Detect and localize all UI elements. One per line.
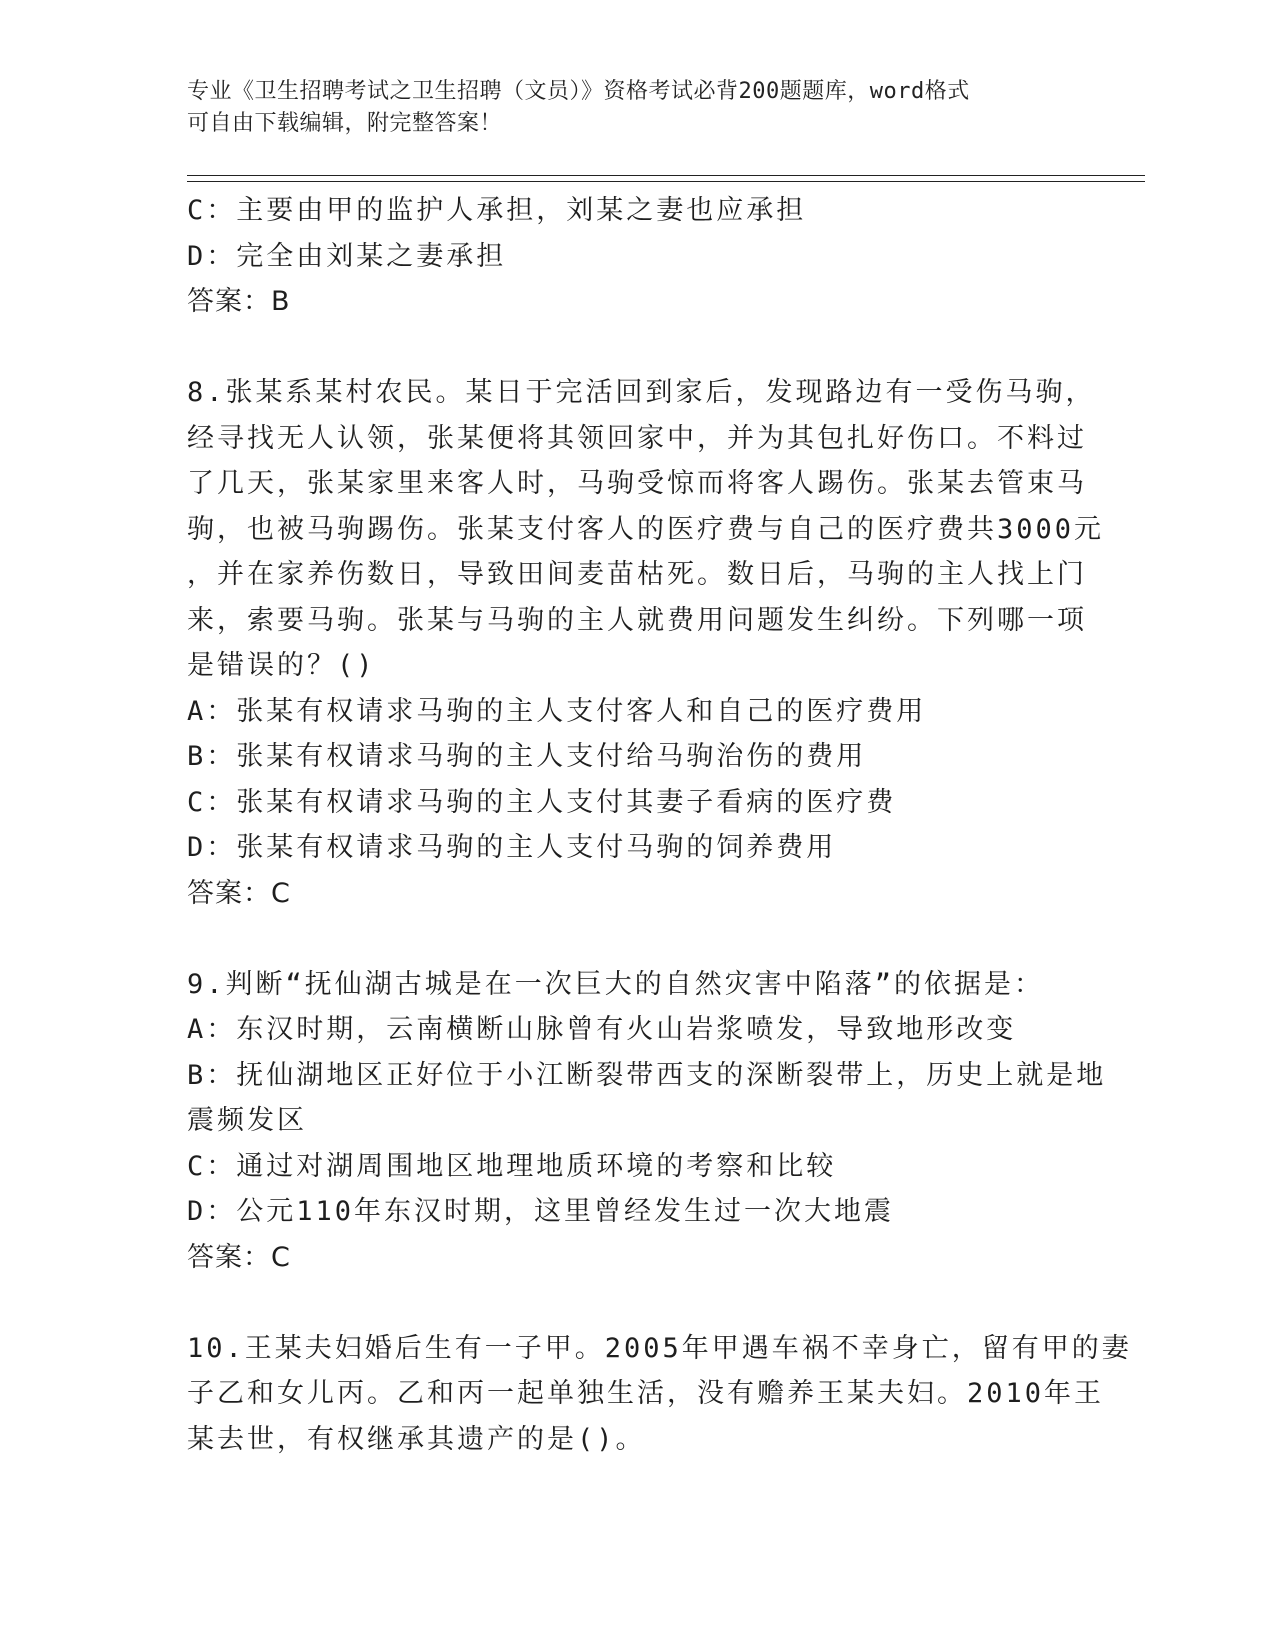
answer-line: 答案：C bbox=[187, 877, 291, 909]
option-d: D：张某有权请求马驹的主人支付马驹的饲养费用 bbox=[187, 832, 837, 863]
header-divider-top bbox=[187, 175, 1145, 176]
header-line-1: 专业《卫生招聘考试之卫生招聘（文员）》资格考试必背200题题库，word格式 bbox=[187, 79, 970, 104]
question-8 bbox=[187, 370, 1105, 916]
option-d: D：完全由刘某之妻承担 bbox=[187, 240, 507, 272]
header-line-2: 可自由下载编辑，附完整答案！ bbox=[187, 111, 503, 136]
spacer bbox=[187, 916, 1087, 962]
question-stem-line: 是错误的？() bbox=[187, 650, 376, 681]
option-b-continued: 震频发区 bbox=[187, 1105, 307, 1136]
option-c: C：通过对湖周围地区地理地质环境的考察和比较 bbox=[187, 1150, 837, 1182]
question-stem-line: ，并在家养伤数日，导致田间麦苗枯死。数日后，马驹的主人找上门 bbox=[187, 559, 1087, 590]
question-7-tail bbox=[187, 188, 1087, 325]
document-header bbox=[187, 76, 1087, 140]
question-stem-line: 某去世，有权继承其遗产的是()。 bbox=[187, 1423, 646, 1455]
header-divider-bottom bbox=[187, 181, 1145, 182]
spacer bbox=[187, 325, 1087, 371]
question-9 bbox=[187, 962, 1107, 1281]
question-stem: 9.判断“抚仙湖古城是在一次巨大的自然灾害中陷落”的依据是： bbox=[187, 968, 1045, 1000]
question-stem-line: 经寻找无人认领，张某便将其领回家中，并为其包扎好伤口。不料过 bbox=[187, 422, 1087, 454]
option-b: B：张某有权请求马驹的主人支付给马驹治伤的费用 bbox=[187, 741, 867, 772]
option-c: C：主要由甲的监护人承担，刘某之妻也应承担 bbox=[187, 195, 807, 226]
question-stem-line: 了几天，张某家里来客人时，马驹受惊而将客人踢伤。张某去管束马 bbox=[187, 468, 1087, 499]
option-a: A：张某有权请求马驹的主人支付客人和自己的医疗费用 bbox=[187, 695, 927, 727]
option-a: A：东汉时期，云南横断山脉曾有火山岩浆喷发，导致地形改变 bbox=[187, 1014, 1017, 1045]
answer-line: 答案：B bbox=[187, 286, 291, 317]
option-d: D：公元110年东汉时期，这里曾经发生过一次大地震 bbox=[187, 1196, 895, 1227]
document-body bbox=[187, 188, 1132, 1462]
option-b: B：抚仙湖地区正好位于小江断裂带西支的深断裂带上，历史上就是地 bbox=[187, 1059, 1107, 1091]
answer-line: 答案：C bbox=[187, 1241, 291, 1273]
question-10 bbox=[187, 1326, 1132, 1463]
question-stem-line: 子乙和女儿丙。乙和丙一起单独生活，没有赡养王某夫妇。2010年王 bbox=[187, 1378, 1105, 1409]
question-stem-line: 驹，也被马驹踢伤。张某支付客人的医疗费与自己的医疗费共3000元 bbox=[187, 513, 1105, 545]
option-c: C：张某有权请求马驹的主人支付其妻子看病的医疗费 bbox=[187, 786, 897, 818]
question-stem-line: 8.张某系某村农民。某日于完活回到家后，发现路边有一受伤马驹， bbox=[187, 377, 1096, 408]
spacer bbox=[187, 1280, 1087, 1326]
question-stem-line: 10.王某夫妇婚后生有一子甲。2005年甲遇车祸不幸身亡，留有甲的妻 bbox=[187, 1332, 1132, 1364]
question-stem-line: 来，索要马驹。张某与马驹的主人就费用问题发生纠纷。下列哪一项 bbox=[187, 604, 1087, 636]
